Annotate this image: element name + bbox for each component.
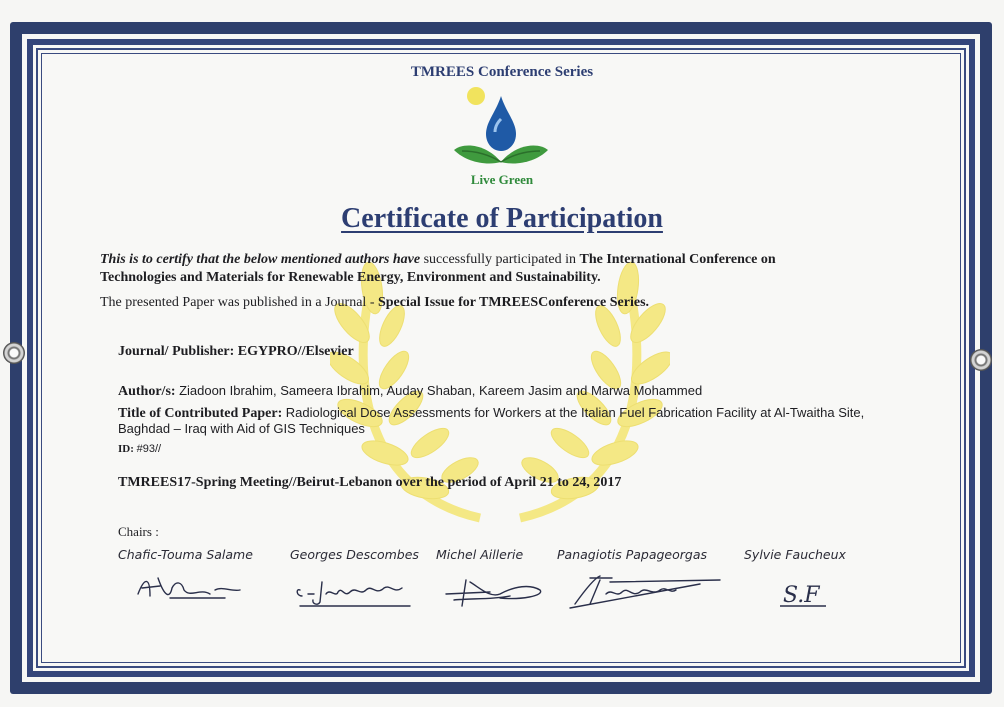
statement-lead: This is to certify that the below mentioned authors have <box>100 252 421 267</box>
journal-value: EGYPRO//Elsevier <box>237 344 354 359</box>
id-line <box>118 443 161 455</box>
right-grommet-icon <box>970 349 992 371</box>
authors-label: Author/s: <box>118 384 180 399</box>
chair-name-4: Panagiotis Papageorgas <box>557 547 708 562</box>
conference-name-part1: The International Conference on <box>579 252 776 267</box>
special-issue-text: Special Issue for TMREESConference Series. <box>377 295 650 310</box>
chair-name-2: Georges Descombes <box>290 547 419 562</box>
svg-text:S.F: S.F <box>783 583 820 608</box>
slogan-text: Live Green <box>470 172 534 187</box>
authors-value: Ziadoon Ibrahim, Sameera Ibrahim, Auday Shaban, Kareem Jasim and Marwa Mohammed <box>179 383 703 398</box>
paper-title-label: Title of Contributed Paper: <box>118 406 286 421</box>
chair-name-1: Chafic-Touma Salame <box>118 547 253 562</box>
conference-name-part2: Technologies and Materials for Renewable Energy, Environment and Sustainability. <box>100 270 601 285</box>
authors-line <box>118 382 702 400</box>
publication-text: The presented Paper was published in a Journal - <box>100 295 378 310</box>
signature-1 <box>138 578 240 598</box>
signature-4 <box>570 576 720 608</box>
chair-name-5: Sylvie Faucheux <box>744 547 846 562</box>
conference-series-heading: TMREES Conference Series <box>410 64 594 80</box>
chair-signatures <box>0 568 1004 618</box>
live-green-logo-icon <box>446 82 556 174</box>
journal-label: Journal/ Publisher: <box>118 344 238 359</box>
statement-mid: successfully participated in <box>420 252 580 267</box>
paper-title-part1: Radiological Dose Assessments for Workers at the Italian Fuel Fabrication Facility at Al-Twaitha Site, <box>285 405 865 420</box>
id-value: #93// <box>136 443 162 455</box>
certification-statement <box>100 252 776 268</box>
chairs-label: Chairs : <box>118 524 159 539</box>
journal-line <box>118 344 354 360</box>
paper-title-part2: Baghdad – Iraq with Aid of GIS Techniques <box>118 421 365 436</box>
chair-name-3: Michel Aillerie <box>436 547 524 562</box>
signature-2 <box>297 582 410 606</box>
certificate-title: Certificate of Participation <box>341 203 663 234</box>
paper-title-line <box>118 404 864 422</box>
signature-3 <box>446 580 541 606</box>
meeting-line: TMREES17-Spring Meeting//Beirut-Lebanon over the period of April 21 to 24, 2017 <box>118 475 622 490</box>
publication-statement <box>100 295 649 311</box>
left-grommet-icon <box>3 342 25 364</box>
id-label: ID: <box>118 443 137 455</box>
